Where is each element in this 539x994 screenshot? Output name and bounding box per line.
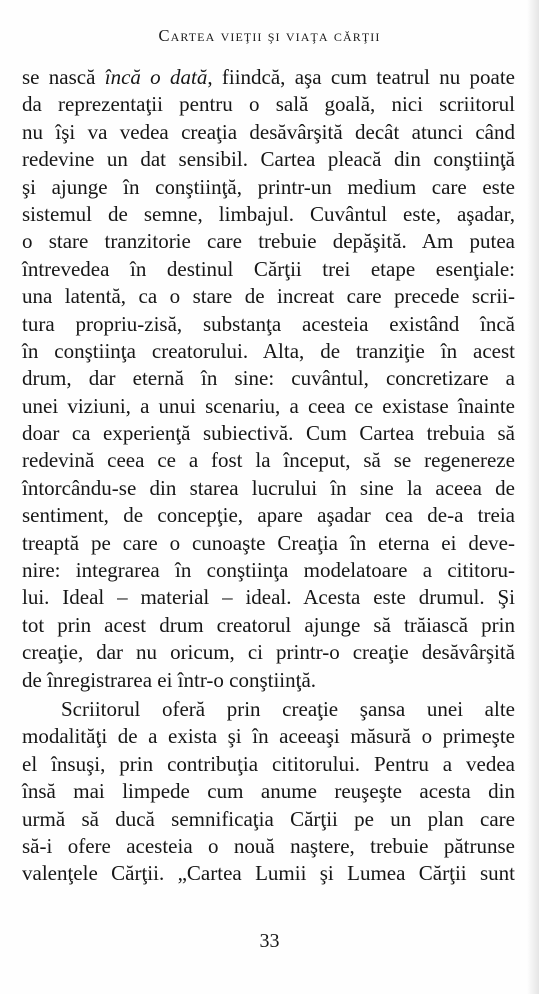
text-line: da reprezentaţii pentru o sală goală, nici scriitorul [22, 92, 515, 117]
text-line: modalităţi de a exista şi în aceeaşi măsură o primeşte [22, 724, 515, 749]
text-line: de înregistrarea ei într-o conştiinţă. [22, 667, 317, 692]
text-line: lui. Ideal – material – ideal. Acesta este drumul. Şi [22, 585, 515, 610]
text-line: valenţele Cărţii. „Cartea Lumii şi Lumea Cărţii sunt [22, 861, 515, 886]
text-line: o stare tranzitorie care trebuie depăşită. Am putea [22, 229, 515, 254]
text-line: doar ca experienţă subiectivă. Cum Cartea trebuia să [22, 421, 515, 446]
text-line: întorcându-se din starea lucrului în sine la aceea de [22, 475, 515, 500]
text-line: redevină ceea ce a fost la început, să se regenereze [22, 448, 515, 473]
text-line: tura propriu-zisă, substanţa acesteia existând încă [22, 311, 515, 336]
text-line: urmă să ducă semnificaţia Cărţii pe un plan care [22, 806, 515, 831]
text-line: unei viziuni, a unui scenariu, a ceea ce existase înainte [22, 393, 515, 418]
running-head: Cartea vieţii şi viaţa cărţii [158, 26, 381, 45]
page-number: 33 [259, 930, 280, 952]
text-line: sistemul de semne, limbajul. Cuvântul este, aşadar, [22, 201, 515, 226]
text-line: întrevedea în destinul Cărţii trei etape esenţiale: [22, 256, 515, 281]
body-text [22, 64, 515, 888]
text-line: şi ajunge în conştiinţă, printr-un medium care este [22, 174, 515, 199]
text-line: drum, dar eternă în sine: cuvântul, concretizare a [22, 366, 515, 391]
text-line: tot prin acest drum creatorul ajunge să trăiască prin [22, 612, 515, 637]
text-line: el însuşi, prin contribuţia cititorului. Pentru a vedea [22, 751, 515, 776]
text-line: sentiment, de concepţie, apare aşadar cea de-a treia [22, 503, 515, 528]
text-line: Scriitorul oferă prin creaţie şansa unei alte [61, 696, 515, 721]
text-line: una latentă, ca o stare de increat care precede scrii- [22, 284, 515, 309]
text-line: nire: integrarea în conştiinţa modelatoare a cititoru- [22, 558, 515, 583]
page-edge-shadow [527, 0, 539, 994]
text-line: treaptă pe care o cunoaşte Creaţia în eterna ei deve- [22, 530, 515, 555]
text-line: însă mai limpede cum anume reuşeşte acesta din [22, 779, 515, 804]
text-line: se nască încă o dată, fiindcă, aşa cum teatrul nu poate [22, 65, 515, 89]
text-line: creaţie, dar nu oricum, ci printr-o creaţie desăvârşită [22, 640, 515, 665]
text-line: în conştiinţa creatorului. Alta, de tranziţie în acest [22, 338, 515, 363]
italic-emphasis: încă o dată [104, 65, 208, 89]
text-line: nu îşi va vedea creaţia desăvârşită decât atunci când [22, 119, 515, 144]
text-line: să-i ofere acesteia o nouă naştere, trebuie pătrunse [22, 833, 515, 858]
text-line: redevine un dat sensibil. Cartea pleacă din conştiinţă [22, 147, 515, 172]
